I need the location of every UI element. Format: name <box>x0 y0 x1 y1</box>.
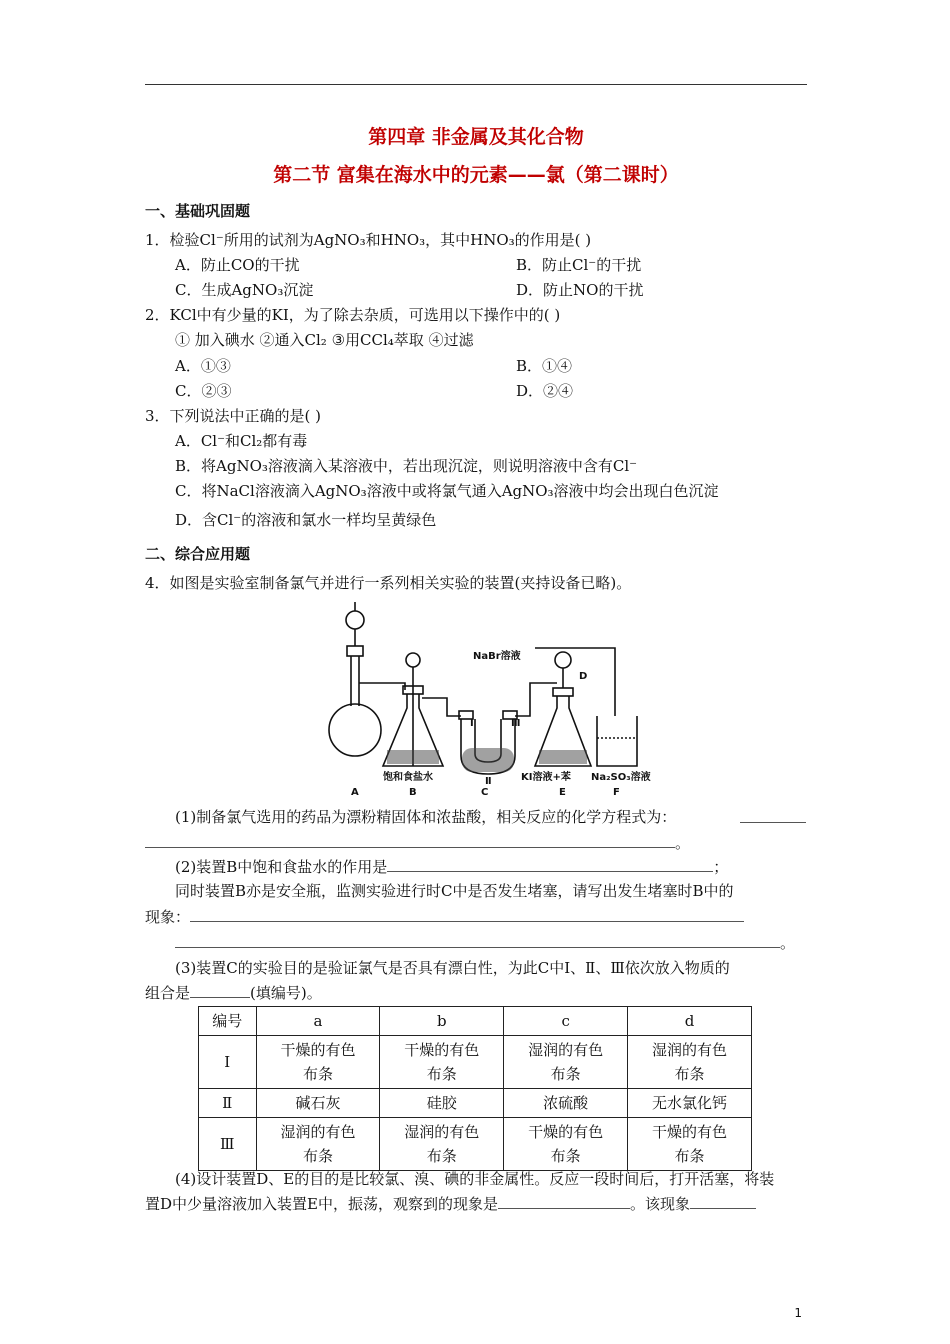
table-header-cell: a <box>256 1007 380 1036</box>
question-1-option-a: A．防止CO的干扰 <box>175 256 300 274</box>
answer-blank-4b[interactable] <box>690 1194 756 1209</box>
question-4-part-3-line2: 组合是 (填编号)。 <box>145 984 322 1002</box>
question-4-part-2-line2: 同时装置B亦是安全瓶，监测实验进行时C中是否发生堵塞，请写出发生堵塞时B中的 <box>175 882 734 900</box>
header-rule <box>145 84 807 85</box>
answer-blank-4a[interactable] <box>498 1194 630 1209</box>
question-2-option-b: B．①④ <box>516 357 573 375</box>
question-3-option-a: A．Cl⁻和Cl₂都有毒 <box>175 432 308 450</box>
options-table <box>198 1006 752 1171</box>
answer-blank-1a[interactable] <box>740 808 806 823</box>
table-cell: 湿润的有色 布条 <box>380 1118 504 1171</box>
section-title: 第二节 富集在海水中的元素——氯（第二课时） <box>273 164 679 186</box>
question-1-option-b: B．防止Cl⁻的干扰 <box>516 256 642 274</box>
question-3-option-b: B．将AgNO₃溶液滴入某溶液中，若出现沉淀，则说明溶液中含有Cl⁻ <box>175 457 638 475</box>
question-1-stem: 1．检验Cl⁻所用的试剂为AgNO₃和HNO₃，其中HNO₃的作用是( ) <box>145 231 592 249</box>
table-row-label: Ⅰ <box>199 1036 257 1089</box>
table-cell: 干燥的有色 布条 <box>628 1118 752 1171</box>
table-cell: 无水氯化钙 <box>628 1089 752 1118</box>
funnel-d-bulb <box>555 652 571 668</box>
table-cell: 干燥的有色 布条 <box>380 1036 504 1089</box>
figure-label-roman-1: Ⅰ <box>470 718 474 729</box>
figure-label-roman-2: Ⅱ <box>485 776 492 787</box>
table-cell: 湿润的有色 布条 <box>628 1036 752 1089</box>
page-number: 1 <box>794 1306 802 1320</box>
beaker-f <box>597 716 637 766</box>
table-cell: 干燥的有色 布条 <box>504 1118 628 1171</box>
question-2-option-a: A．①③ <box>175 357 231 375</box>
figure-label-na2so3: Na₂SO₃溶液 <box>591 772 651 783</box>
figure-label-a: A <box>351 787 359 798</box>
stopper-a <box>347 646 363 656</box>
answer-blank-1b[interactable] <box>145 833 675 848</box>
question-1-option-d: D．防止NO的干扰 <box>516 281 644 299</box>
question-2-operations: ① 加入碘水 ②通入Cl₂ ③用CCl₄萃取 ④过滤 <box>175 331 474 349</box>
table-cell: 碱石灰 <box>256 1089 380 1118</box>
answer-blank-2c[interactable] <box>175 933 780 948</box>
question-4-part-1: (1)制备氯气选用的药品为漂粉精固体和浓盐酸，相关反应的化学方程式为： <box>175 808 677 826</box>
question-3-stem: 3．下列说法中正确的是( ) <box>145 407 322 425</box>
figure-label-ki: KI溶液+苯 <box>521 772 571 783</box>
apparatus-diagram <box>325 598 660 798</box>
table-header-cell: 编号 <box>199 1007 257 1036</box>
table-header-row <box>199 1007 752 1036</box>
table-row <box>199 1036 752 1089</box>
section-heading-basic: 一、基础巩固题 <box>145 202 251 220</box>
section-heading-applied: 二、综合应用题 <box>145 545 251 563</box>
table-row <box>199 1118 752 1171</box>
flask-a <box>329 704 381 756</box>
figure-label-saltwater: 饱和食盐水 <box>383 772 433 783</box>
table-header-cell: b <box>380 1007 504 1036</box>
figure-label-d: D <box>579 671 588 682</box>
answer-blank-2b[interactable] <box>190 907 744 922</box>
question-4-part-2: (2)装置B中饱和食盐水的作用是 ； <box>175 858 729 876</box>
table-cell: 硅胶 <box>380 1089 504 1118</box>
figure-label-b: B <box>409 787 417 798</box>
question-4-part-1-line2: 。 <box>145 832 690 853</box>
chapter-title: 第四章 非金属及其化合物 <box>368 126 584 148</box>
stopper-e <box>553 688 573 696</box>
question-4-part-4: (4)设计装置D、E的目的是比较氯、溴、碘的非金属性。反应一段时间后，打开活塞，将装 <box>175 1170 775 1188</box>
question-3-option-d: D．含Cl⁻的溶液和氯水一样均呈黄绿色 <box>175 511 437 529</box>
funnel-a-bulb <box>346 611 364 629</box>
question-2-option-d: D．②④ <box>516 382 574 400</box>
figure-label-roman-3: Ⅲ <box>511 718 521 729</box>
figure-label-f: F <box>613 787 620 798</box>
question-2-option-c: C．②③ <box>175 382 232 400</box>
table-header-cell: c <box>504 1007 628 1036</box>
table-row <box>199 1089 752 1118</box>
table-cell: 湿润的有色 布条 <box>256 1118 380 1171</box>
question-2-stem: 2．KCl中有少量的KI，为了除去杂质，可选用以下操作中的( ) <box>145 306 561 324</box>
question-1-option-c: C．生成AgNO₃沉淀 <box>175 281 314 299</box>
table-cell: 湿润的有色 布条 <box>504 1036 628 1089</box>
question-4-stem: 4．如图是实验室制备氯气并进行一系列相关实验的装置(夹持设备已略)。 <box>145 574 632 592</box>
question-4-part-4-line2: 置D中少量溶液加入装置E中，振荡，观察到的现象是 。该现象 <box>145 1193 756 1214</box>
funnel-b-bulb <box>406 653 420 667</box>
answer-blank-3[interactable] <box>190 983 250 998</box>
question-4-part-2-line3: 现象： <box>145 906 744 927</box>
table-cell: 干燥的有色 布条 <box>256 1036 380 1089</box>
table-header-cell: d <box>628 1007 752 1036</box>
table-row-label: Ⅲ <box>199 1118 257 1171</box>
question-3-option-c: C．将NaCl溶液滴入AgNO₃溶液中或将氯气通入AgNO₃溶液中均会出现白色沉淀 <box>175 482 719 500</box>
table-cell: 浓硫酸 <box>504 1089 628 1118</box>
table-row-label: Ⅱ <box>199 1089 257 1118</box>
figure-label-nabr: NaBr溶液 <box>473 651 521 662</box>
figure-label-e: E <box>559 787 566 798</box>
answer-blank-2a[interactable] <box>387 857 713 872</box>
question-4-part-3: (3)装置C的实验目的是验证氯气是否具有漂白性，为此C中Ⅰ、Ⅱ、Ⅲ依次放入物质的 <box>175 959 730 977</box>
question-4-part-2-line4: 。 <box>175 932 795 953</box>
figure-label-c: C <box>481 787 489 798</box>
